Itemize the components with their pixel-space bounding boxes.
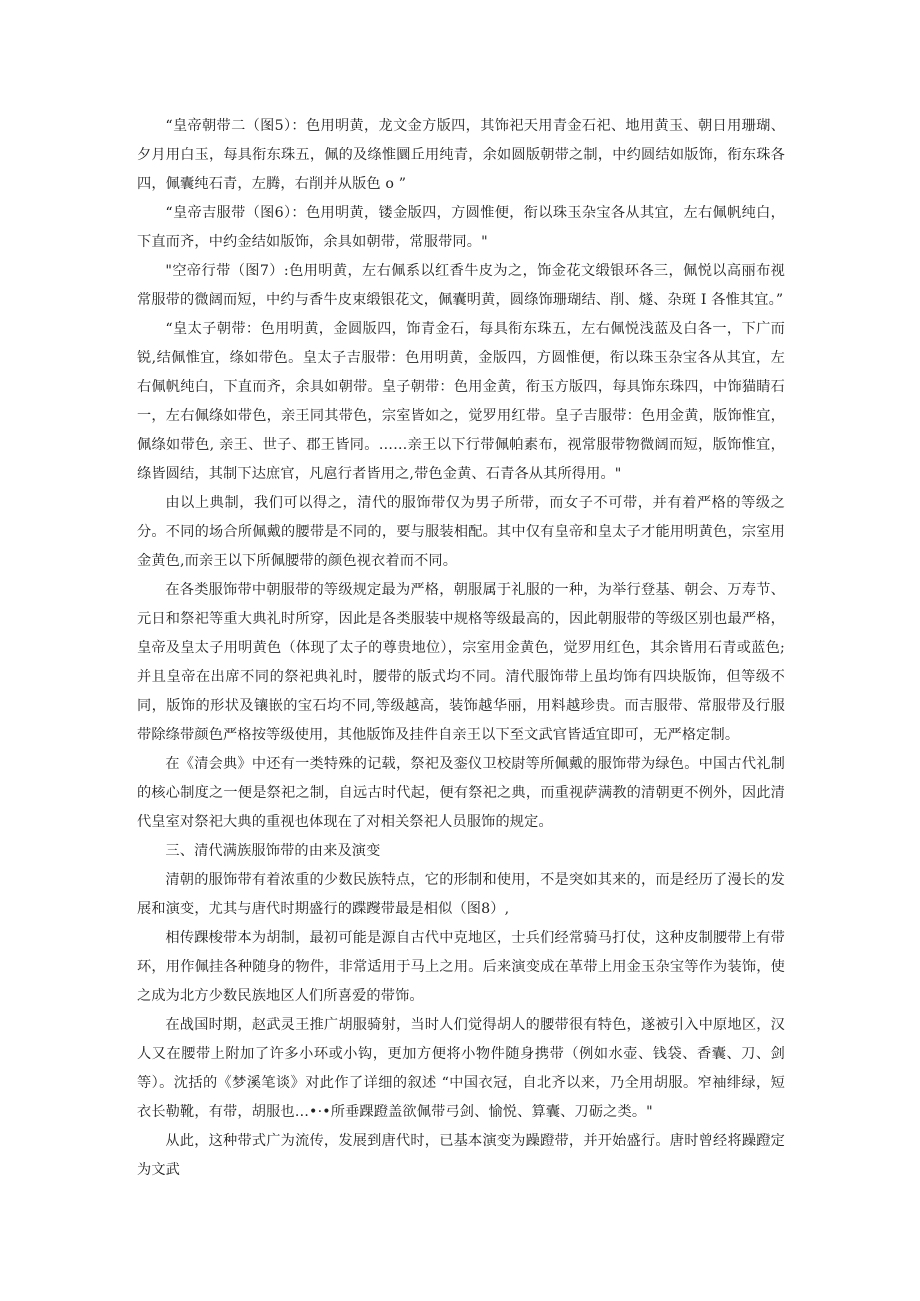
paragraph-court-belt-rules: 在各类服饰带中朝服带的等级规定最为严格，朝服属于礼服的一种，为举行登基、朝会、万寿节、元日和祭祀等重大典礼时所穿，因此是各类服装中规格等级最高的，因此朝服带的等级区别也最严格，皇帝及皇太子用明黄色（体现了太子的尊贵地位），宗室用金黄色，觉罗用红色，其余皆用石青或蓝色;并且皇帝在出席不同的祭祀典礼时，腰带的版式均不同。清代服饰带上虽均饰有四块版饰，但等级不同，版饰的形状及镶嵌的宝石均不同,等级越高，装饰越华丽，用料越珍贵。而吉服带、常服带及行服带除绦带颜色严格按等级使用，其他版饰及挂件自亲王以下至文武官皆适宜即可，无严格定制。 — [137, 582, 785, 743]
paragraph-summary-ranks: 由以上典制，我们可以得之，清代的服饰带仅为男子所带，而女子不可带，并有着严格的等级之分。不同的场合所佩戴的腰带是不同的，要与服装相配。其中仅有皇帝和皇太子才能用明黄色，宗室用金黄色,而亲王以下所佩腰带的颜色视衣着而不同。 — [137, 495, 785, 569]
section-heading: 三、清代满族服饰带的由来及演变 — [165, 843, 381, 859]
document-body — [137, 112, 785, 1185]
paragraph-emperor-auspicious-belt: “皇帝吉服带（图6）：色用明黄，镂金版四，方圆惟便，衔以珠玉杂宝各从其宜，左右佩帆纯白，下直而齐，中约金结如版饰，余具如朝带，常服带同。" — [137, 205, 785, 250]
paragraph-green-sacrificial-belt: 在《清会典》中还有一类特殊的记载，祭祀及銮仪卫校尉等所佩戴的服饰带为绿色。中国古代礼制的核心制度之一便是祭祀之制，自远古时代起，便有祭祀之典，而重视萨满教的清朝更不例外，因此清代皇室对祭祀大典的重视也体现在了对相关祭祀人员服饰的规定。 — [137, 756, 785, 830]
paragraph-emperor-court-belt: “皇帝朝带二（图5）：色用明黄，龙文金方版四，其饰祀天用青金石祀、地用黄玉、朝日用珊瑚、夕月用白玉，每具衔东珠五，佩的及绦惟圜丘用纯青，余如圆版朝带之制，中约圆结如版饰，衔东珠各四，佩囊纯石青，左腾，右削并从版色 o ” — [137, 118, 785, 192]
paragraph-crown-prince-belts: “皇太子朝带：色用明黄，金圆版四，饰青金石，每具衔东珠五，左右佩悦浅蓝及白各一，下广而锐,结佩惟宜，绦如带色。皇太子吉服带：色用明黄，金版四，方圆惟便，衔以珠玉杂宝各从其宜，左右佩帆纯白，下直而齐，余具如朝带。皇子朝带：色用金黄，衔玉方版四，每具饰东珠四，中饰猫睛石一，左右佩绦如带色，亲王同其带色，宗室皆如之，觉罗用红带。皇子吉服带：色用金黄，版饰惟宜，佩绦如带色, 亲王、世子、郡王皆同。……亲王以下行带佩帕素布，视常服带物微阔而短，版饰惟宜，绦皆圆结，其制下达庶官，凡扈行者皆用之,带色金黄、石青各从其所得用。" — [137, 321, 785, 482]
paragraph-emperor-travel-belt: "空帝行带（图7）:色用明黄，左右佩系以红香牛皮为之，饰金花文缎银环各三，佩悦以高丽布视常服带的微阔而短，中约与香牛皮束缎银花文，佩囊明黄，圆绦饰珊瑚结、削、燧、杂斑 I 各惟其宜。” — [137, 263, 785, 308]
paragraph-warring-states: 在战国时期，赵武灵王推广胡服骑射，当时人们觉得胡人的腰带很有特色，遂被引入中原地区，汉人又在腰带上附加了许多小环或小钩，更加方便将小物件随身携带（例如水壶、钱袋、香囊、刀、剑等）。沈括的《梦溪笔谈》对此作了详细的叙述 “中国衣冠，自北齐以来，乃全用胡服。窄袖绯绿，短衣长勒靴，有带，胡服也…•·•所垂踝蹬盖欲佩带弓剑、愉悦、算囊、刀砺之类。" — [137, 1017, 785, 1120]
paragraph-origin: 清朝的服饰带有着浓重的少数民族特点，它的形制和使用，不是突如其来的，而是经历了漫长的发展和演变，尤其与唐代时期盛行的蹀躞带最是相似（图8）, — [137, 872, 785, 917]
paragraph-tang-dynasty: 从此，这种带式广为流传，发展到唐代时，已基本演变为躁蹬带，并开始盛行。唐时曾经将躁蹬定为文武 — [137, 1133, 785, 1178]
paragraph-hu-belt: 相传踝梭带本为胡制，最初可能是源自古代中克地区，士兵们经常骑马打仗，这种皮制腰带上有带环，用作佩挂各种随身的物件，非常适用于马上之用。后来演变成在革带上用金玉杂宝等作为装饰，使之成为北方少数民族地区人们所喜爱的带饰。 — [137, 930, 785, 1004]
